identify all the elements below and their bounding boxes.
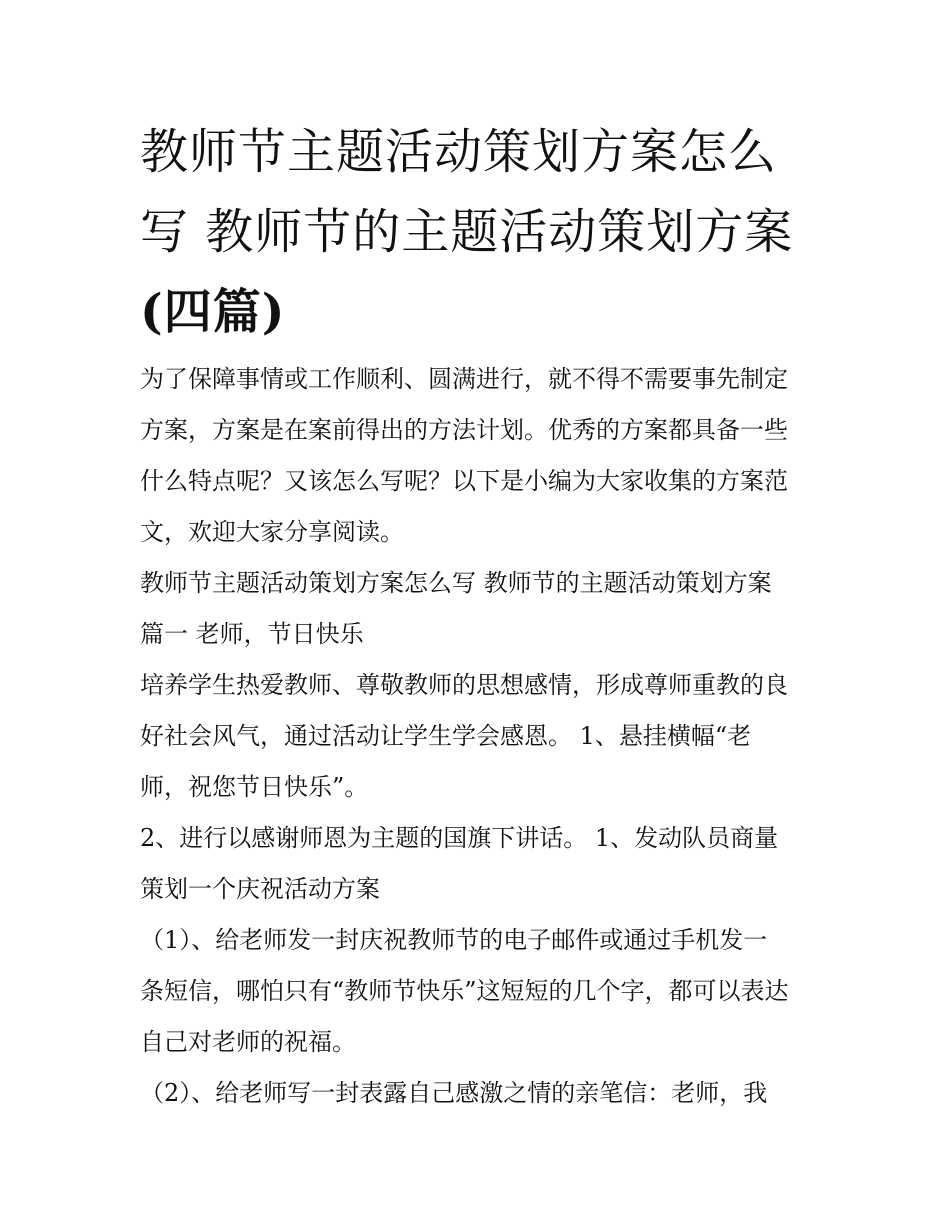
title-line: 教师节主题活动策划方案怎么 bbox=[140, 124, 778, 180]
text-line: 为了保障事情或工作顺利、圆满进行，就不得不需要事先制定 bbox=[140, 365, 788, 393]
text-line: （1）、给老师发一封庆祝教师节的电子邮件或通过手机发一 bbox=[140, 926, 768, 954]
document-title bbox=[140, 112, 820, 352]
text-line: 好社会风气，通过活动让学生学会感恩。 1、悬挂横幅“老 bbox=[140, 722, 752, 750]
text-line: 培养学生热爱教师、尊敬教师的思想感情，形成尊师重教的良 bbox=[140, 671, 788, 699]
text-line: 2、进行以感谢师恩为主题的国旗下讲话。 1、发动队员商量 bbox=[140, 824, 779, 852]
title-line: (四篇) bbox=[140, 284, 286, 340]
text-line: 教师节主题活动策划方案怎么写 教师节的主题活动策划方案 bbox=[140, 569, 772, 597]
text-line: 文，欢迎大家分享阅读。 bbox=[140, 518, 404, 546]
intro-paragraph bbox=[140, 354, 820, 558]
text-line: 条短信，哪怕只有“教师节快乐”这短短的几个字，都可以表达 bbox=[140, 977, 789, 1005]
body-paragraph bbox=[140, 660, 820, 813]
text-line: 方案，方案是在案前得出的方法计划。优秀的方案都具备一些 bbox=[140, 416, 788, 444]
document-body bbox=[140, 354, 820, 1119]
text-line: （2）、给老师写一封表露自己感激之情的亲笔信：老师，我 bbox=[140, 1079, 768, 1107]
text-line: 策划一个庆祝活动方案 bbox=[140, 875, 380, 903]
title-line: 写 教师节的主题活动策划方案 bbox=[140, 204, 794, 260]
text-line: 自己对老师的祝福。 bbox=[140, 1028, 356, 1056]
section-heading-paragraph bbox=[140, 558, 820, 660]
body-paragraph bbox=[140, 813, 820, 915]
text-line: 师，祝您节日快乐”。 bbox=[140, 773, 369, 801]
body-paragraph bbox=[140, 915, 820, 1068]
body-paragraph bbox=[140, 1068, 820, 1119]
text-line: 篇一 老师，节日快乐 bbox=[140, 620, 364, 648]
text-line: 什么特点呢？又该怎么写呢？以下是小编为大家收集的方案范 bbox=[140, 467, 788, 495]
